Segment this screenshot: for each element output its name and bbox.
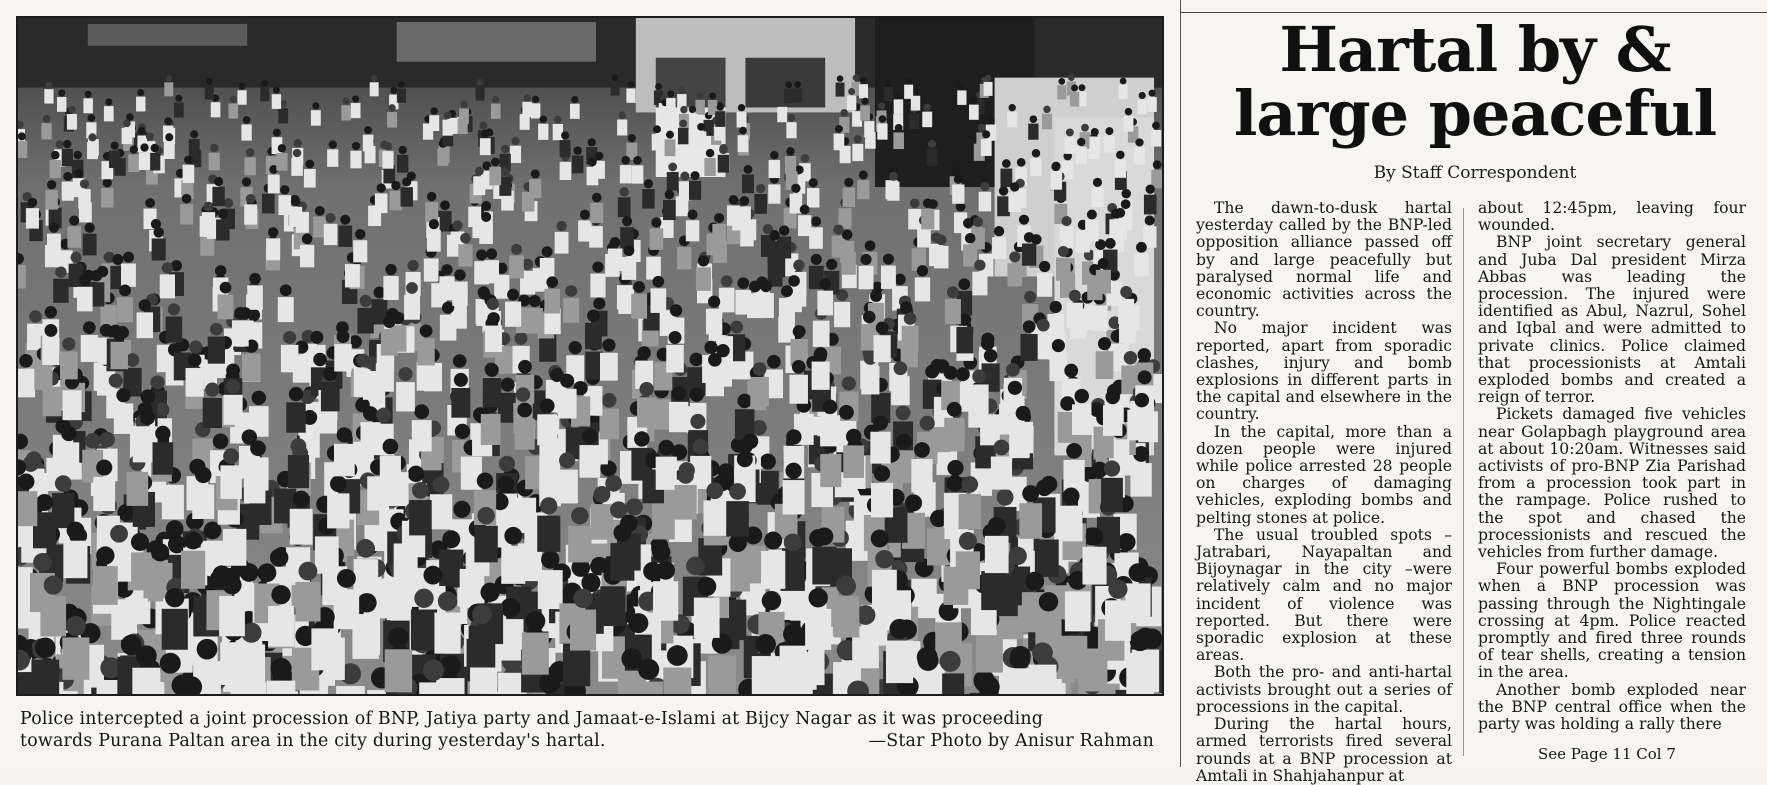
- photo-caption: [20, 708, 1158, 752]
- article-paragraph: Another bomb exploded near the BNP central office when the party was holding a rally there: [1478, 680, 1746, 734]
- article-paragraph: Four powerful bombs exploded when a BNP procession was passing through the Nightingale crossing at 4pm. Police reacted promptly and fired three rounds of tear shells, creating a tension in the area.: [1478, 560, 1746, 682]
- article-paragraph: Both the pro- and anti-hartal activists brought out a series of processions in the capital.: [1196, 663, 1452, 716]
- continuation-note: See Page 11 Col 7: [1538, 745, 1676, 763]
- article-column-rule: [1463, 208, 1464, 756]
- caption-line-2: towards Purana Paltan area in the city during yesterday's hartal.: [20, 731, 606, 751]
- caption-line-2-row: [20, 730, 1158, 752]
- photo-credit: —Star Photo by Anisur Rahman: [868, 731, 1154, 751]
- article-paragraph: BNP joint secretary general and Juba Dal president Mirza Abbas was leading the procession. The injured were identified as Abul, Nazrul, Sohel and Iqbal and were admitted to private clinics. Police claimed that processionists at Amtali exploded bombs and created a reign of terror.: [1478, 233, 1746, 407]
- article-paragraph: about 12:45pm, leaving four wounded.: [1478, 199, 1746, 235]
- article-paragraph: The dawn-to-dusk hartal yesterday called by the BNP-led opposition alliance passed off by and large peacefully but paralysed normal life and economic activities across the country.: [1196, 199, 1452, 321]
- headline: Hartal by & large peaceful: [1233, 13, 1717, 150]
- column-divider: [1180, 0, 1181, 767]
- article-column-left: [1196, 200, 1452, 785]
- article-paragraph: No major incident was reported, apart from sporadic clashes, injury and bomb explosions in different parts in the capital and elsewhere in the country.: [1196, 319, 1452, 424]
- article-paragraph: Pickets damaged five vehicles near Golapbagh playground area at about 10:20am. Witnesses said activists of pro-BNP Zia Parishad from a procession took part in the rampage. Police rushed to the spot and chased the processionists and rescued the vehicles from further damage.: [1478, 405, 1746, 562]
- article-column-right: [1478, 200, 1746, 733]
- crowd-photo-illustration: [18, 18, 1162, 694]
- article-paragraph: In the capital, more than a dozen people were injured while police arrested 28 people on charges of damaging vehicles, exploding bombs and pelting stones at police.: [1196, 422, 1452, 527]
- caption-line-1: Police intercepted a joint procession of BNP, Jatiya party and Jamaat-e-Islami at Bijcy Nagar as it was proceeding: [20, 709, 1044, 729]
- article-paragraph: During the hartal hours, armed terrorists fired several rounds at a BNP procession at Amtali in Shahjahanpur at: [1196, 715, 1452, 785]
- byline: By Staff Correspondent: [1373, 163, 1577, 183]
- news-photo-crowd: [16, 16, 1164, 696]
- article-paragraph: The usual troubled spots – Jatrabari, Nayapaltan and Bijoynagar in the city –were relatively calm and no major incident of violence was reported. But there were sporadic explosion at these areas.: [1196, 525, 1452, 665]
